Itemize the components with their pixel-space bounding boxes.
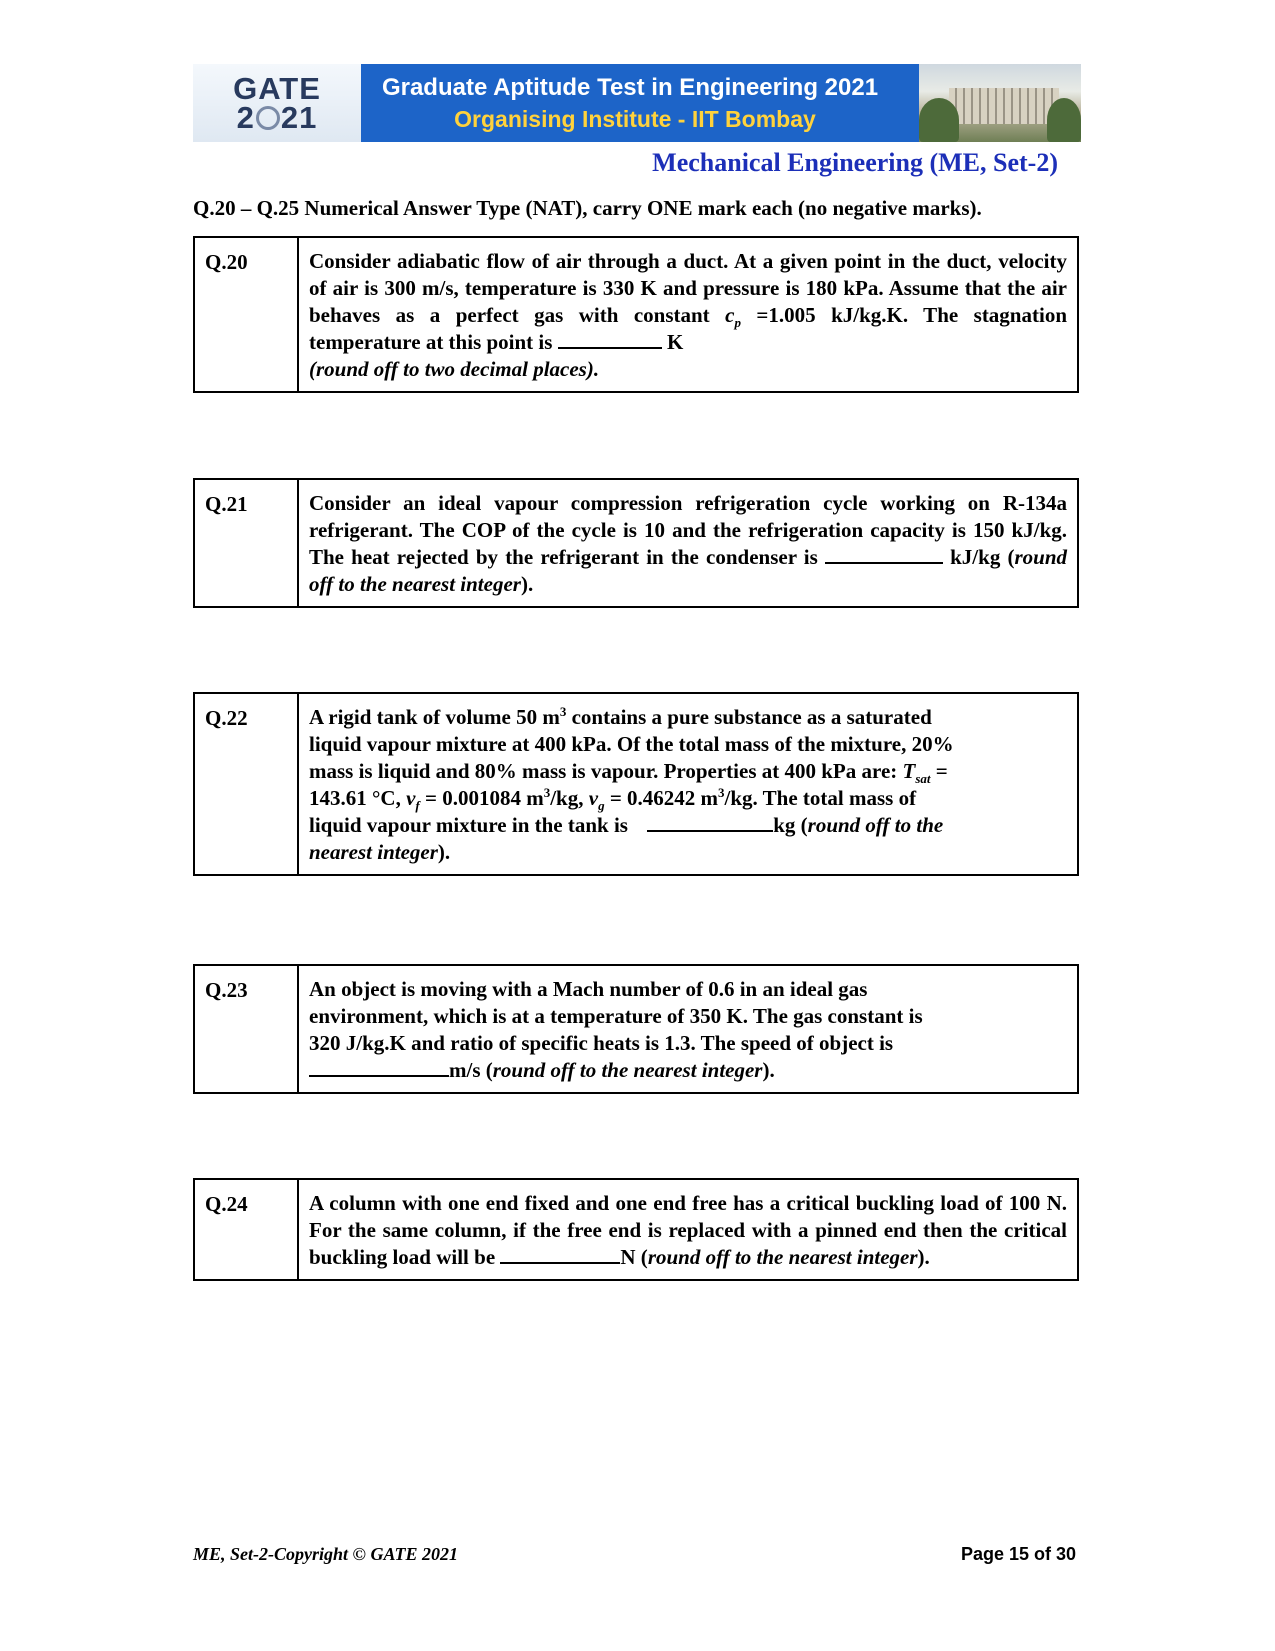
question-number: Q.20 bbox=[195, 238, 299, 391]
answer-blank bbox=[558, 329, 662, 349]
line-text: = bbox=[930, 759, 948, 783]
banner-text bbox=[361, 64, 919, 142]
closing-paren: ). bbox=[917, 1245, 930, 1269]
answer-unit: N ( bbox=[620, 1245, 648, 1269]
logo-year-right: 21 bbox=[280, 100, 318, 135]
question-text bbox=[299, 966, 1077, 1092]
banner-subtitle: Organising Institute - IIT Bombay bbox=[454, 105, 816, 132]
question-line bbox=[309, 1057, 1067, 1084]
question-text bbox=[299, 238, 1077, 391]
question-box-21 bbox=[193, 478, 1079, 608]
footer-copyright: ME, Set-2-Copyright © GATE 2021 bbox=[193, 1544, 458, 1564]
gate-logo bbox=[193, 64, 361, 142]
question-box-23 bbox=[193, 964, 1079, 1094]
rounding-note: round off to the nearest integer bbox=[647, 1245, 918, 1269]
question-line: =1.005 kJ/kg.K. The stagnation temperature at this point is bbox=[309, 303, 1067, 354]
tree-icon bbox=[1047, 98, 1081, 142]
subject-title: Mechanical Engineering (ME, Set-2) bbox=[652, 148, 1058, 177]
question-box-24 bbox=[193, 1178, 1079, 1281]
vf-subscript: f bbox=[415, 798, 420, 814]
question-body bbox=[309, 248, 1067, 356]
question-number: Q.24 bbox=[195, 1180, 299, 1279]
tsat-symbol: T bbox=[902, 759, 916, 783]
question-line: 320 J/kg.K and ratio of specific heats is 1.3. The speed of object is bbox=[309, 1031, 894, 1055]
question-text bbox=[299, 694, 1077, 874]
vg-symbol: v bbox=[588, 786, 599, 810]
seal-icon bbox=[256, 106, 280, 130]
line-text: = 0.001084 m bbox=[419, 786, 544, 810]
page-number: Page 15 of 30 bbox=[960, 1544, 1076, 1564]
question-number: Q.23 bbox=[195, 966, 299, 1092]
question-line bbox=[309, 812, 1067, 839]
rounding-note: round off to the nearest integer bbox=[492, 1058, 763, 1082]
superscript: 3 bbox=[718, 785, 725, 800]
logo-year bbox=[236, 100, 318, 135]
answer-blank bbox=[825, 544, 943, 564]
line-text: = 0.46242 m bbox=[604, 786, 719, 810]
institute-building-image bbox=[919, 64, 1081, 142]
vg-subscript: g bbox=[598, 798, 605, 814]
building-icon bbox=[949, 88, 1059, 124]
answer-blank bbox=[500, 1244, 620, 1264]
closing-paren: ). bbox=[437, 840, 451, 864]
answer-unit: kJ/kg ( bbox=[950, 545, 1015, 569]
question-line: environment, which is at a temperature of 350 K. The gas constant is bbox=[309, 1004, 923, 1028]
question-text bbox=[299, 1180, 1077, 1279]
line-text: contains a pure substance as a saturated bbox=[566, 705, 932, 729]
line-text: /kg, bbox=[550, 786, 589, 810]
line-text: liquid vapour mixture in the tank is bbox=[309, 813, 628, 837]
tsat-subscript: sat bbox=[915, 771, 931, 787]
superscript: 3 bbox=[543, 785, 551, 800]
answer-blank bbox=[647, 812, 773, 832]
line-text: 143.61 °C, bbox=[309, 786, 407, 810]
closing-paren: ). bbox=[762, 1058, 775, 1082]
question-line bbox=[309, 704, 1067, 731]
question-body: A column with one end fixed and one end free has a critical buckling load of 100 N. For the same column, if the free end is replaced with a pinned end then the critical buckling load will be bbox=[309, 1191, 1067, 1269]
question-line: An object is moving with a Mach number of 0.6 in an ideal gas bbox=[309, 977, 868, 1001]
closing-paren: ). bbox=[520, 572, 534, 596]
question-line: Consider adiabatic flow of air through a duct. At a given point in the duct, velocity of air is 300 m/s, temperature is 330 K and pressure is 180 kPa. Assume that the air behaves as a perfect gas with constant bbox=[309, 249, 1067, 327]
vf-symbol: v bbox=[406, 786, 416, 810]
tree-icon bbox=[919, 98, 959, 142]
question-box-22 bbox=[193, 692, 1079, 876]
banner-title: Graduate Aptitude Test in Engineering 2021 bbox=[381, 73, 879, 101]
line-text: /kg. The total mass of bbox=[724, 786, 917, 810]
line-text: A rigid tank of volume 50 m bbox=[309, 705, 560, 729]
answer-unit: K bbox=[666, 330, 684, 354]
question-number: Q.22 bbox=[195, 694, 299, 874]
question-line bbox=[309, 758, 1067, 785]
question-line bbox=[309, 839, 1067, 866]
question-line bbox=[309, 785, 1067, 812]
superscript: 3 bbox=[559, 704, 567, 719]
question-text bbox=[299, 480, 1077, 606]
rounding-note: round off to the bbox=[807, 813, 944, 837]
answer-unit: m/s ( bbox=[449, 1058, 493, 1082]
cp-symbol: c bbox=[725, 303, 735, 327]
header-banner bbox=[193, 64, 1081, 142]
logo-year-left: 2 bbox=[236, 100, 255, 135]
logo-word: GATE bbox=[233, 70, 321, 106]
line-text: mass is liquid and 80% mass is vapour. Properties at 400 kPa are: bbox=[309, 759, 903, 783]
rounding-note: round off to the nearest integer bbox=[309, 545, 1067, 596]
rounding-note: nearest integer bbox=[309, 840, 438, 864]
question-body: Consider an ideal vapour compression refrigeration cycle working on R-134a refrigerant. The COP of the cycle is 10 and the refrigeration capacity is 150 kJ/kg. The heat rejected by the refrigerant in the condenser is bbox=[309, 491, 1067, 569]
rounding-note: (round off to two decimal places). bbox=[309, 357, 600, 381]
question-line: liquid vapour mixture at 400 kPa. Of the total mass of the mixture, 20% bbox=[309, 732, 954, 756]
section-heading: Q.20 – Q.25 Numerical Answer Type (NAT), carry ONE mark each (no negative marks). bbox=[193, 196, 982, 220]
cp-subscript: p bbox=[734, 315, 741, 331]
question-number: Q.21 bbox=[195, 480, 299, 606]
answer-unit: kg ( bbox=[773, 813, 808, 837]
question-box-20 bbox=[193, 236, 1079, 393]
answer-blank bbox=[309, 1057, 449, 1077]
